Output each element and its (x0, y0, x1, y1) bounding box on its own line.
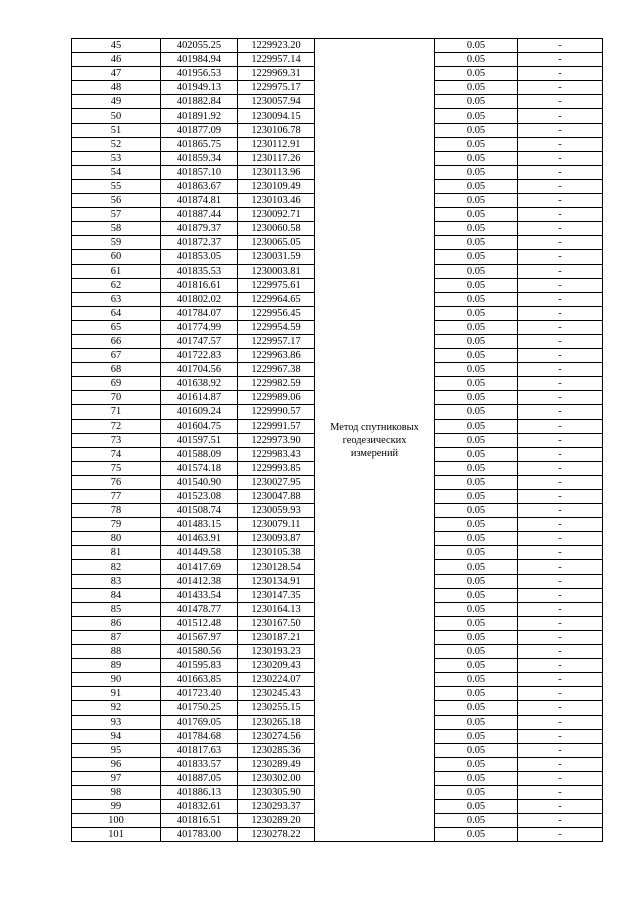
note-cell: - (518, 729, 603, 743)
accuracy-cell: 0.05 (435, 109, 518, 123)
x-coordinate-cell: 401722.83 (161, 349, 238, 363)
accuracy-cell: 0.05 (435, 814, 518, 828)
x-coordinate-cell: 401832.61 (161, 800, 238, 814)
y-coordinate-cell: 1229967.38 (238, 363, 315, 377)
x-coordinate-cell: 401877.09 (161, 123, 238, 137)
y-coordinate-cell: 1230274.56 (238, 729, 315, 743)
note-cell: - (518, 95, 603, 109)
note-cell: - (518, 292, 603, 306)
x-coordinate-cell: 401523.08 (161, 490, 238, 504)
point-number-cell: 64 (72, 306, 161, 320)
y-coordinate-cell: 1230265.18 (238, 715, 315, 729)
y-coordinate-cell: 1230289.49 (238, 757, 315, 771)
point-number-cell: 99 (72, 800, 161, 814)
note-cell: - (518, 814, 603, 828)
point-number-cell: 45 (72, 39, 161, 53)
accuracy-cell: 0.05 (435, 800, 518, 814)
y-coordinate-cell: 1229923.20 (238, 39, 315, 53)
point-number-cell: 70 (72, 391, 161, 405)
x-coordinate-cell: 401887.05 (161, 771, 238, 785)
y-coordinate-cell: 1230031.59 (238, 250, 315, 264)
y-coordinate-cell: 1230255.15 (238, 701, 315, 715)
note-cell: - (518, 250, 603, 264)
y-coordinate-cell: 1230305.90 (238, 785, 315, 799)
accuracy-cell: 0.05 (435, 560, 518, 574)
y-coordinate-cell: 1230094.15 (238, 109, 315, 123)
x-coordinate-cell: 402055.25 (161, 39, 238, 53)
note-cell: - (518, 377, 603, 391)
point-number-cell: 63 (72, 292, 161, 306)
point-number-cell: 54 (72, 165, 161, 179)
x-coordinate-cell: 401574.18 (161, 461, 238, 475)
accuracy-cell: 0.05 (435, 391, 518, 405)
y-coordinate-cell: 1229983.43 (238, 447, 315, 461)
x-coordinate-cell: 401891.92 (161, 109, 238, 123)
x-coordinate-cell: 401863.67 (161, 179, 238, 193)
accuracy-cell: 0.05 (435, 447, 518, 461)
y-coordinate-cell: 1230105.38 (238, 546, 315, 560)
note-cell: - (518, 137, 603, 151)
method-cell: Метод спутниковых геодезических измерений (315, 39, 435, 842)
y-coordinate-cell: 1229982.59 (238, 377, 315, 391)
note-cell: - (518, 701, 603, 715)
accuracy-cell: 0.05 (435, 461, 518, 475)
point-number-cell: 79 (72, 518, 161, 532)
point-number-cell: 48 (72, 81, 161, 95)
x-coordinate-cell: 401747.57 (161, 334, 238, 348)
point-number-cell: 81 (72, 546, 161, 560)
note-cell: - (518, 39, 603, 53)
accuracy-cell: 0.05 (435, 208, 518, 222)
accuracy-cell: 0.05 (435, 292, 518, 306)
note-cell: - (518, 194, 603, 208)
accuracy-cell: 0.05 (435, 588, 518, 602)
note-cell: - (518, 602, 603, 616)
note-cell: - (518, 771, 603, 785)
y-coordinate-cell: 1230109.49 (238, 179, 315, 193)
accuracy-cell: 0.05 (435, 757, 518, 771)
accuracy-cell: 0.05 (435, 715, 518, 729)
y-coordinate-cell: 1229975.61 (238, 278, 315, 292)
note-cell: - (518, 278, 603, 292)
x-coordinate-cell: 401857.10 (161, 165, 238, 179)
accuracy-cell: 0.05 (435, 250, 518, 264)
y-coordinate-cell: 1230128.54 (238, 560, 315, 574)
point-number-cell: 51 (72, 123, 161, 137)
note-cell: - (518, 560, 603, 574)
note-cell: - (518, 320, 603, 334)
point-number-cell: 96 (72, 757, 161, 771)
y-coordinate-cell: 1229964.65 (238, 292, 315, 306)
y-coordinate-cell: 1230245.43 (238, 687, 315, 701)
accuracy-cell: 0.05 (435, 645, 518, 659)
point-number-cell: 73 (72, 433, 161, 447)
y-coordinate-cell: 1229957.14 (238, 53, 315, 67)
point-number-cell: 71 (72, 405, 161, 419)
note-cell: - (518, 109, 603, 123)
x-coordinate-cell: 401478.77 (161, 602, 238, 616)
y-coordinate-cell: 1230103.46 (238, 194, 315, 208)
note-cell: - (518, 616, 603, 630)
x-coordinate-cell: 401595.83 (161, 659, 238, 673)
x-coordinate-cell: 401412.38 (161, 574, 238, 588)
point-number-cell: 52 (72, 137, 161, 151)
point-number-cell: 89 (72, 659, 161, 673)
note-cell: - (518, 165, 603, 179)
x-coordinate-cell: 401614.87 (161, 391, 238, 405)
x-coordinate-cell: 401417.69 (161, 560, 238, 574)
y-coordinate-cell: 1230059.93 (238, 504, 315, 518)
y-coordinate-cell: 1230027.95 (238, 475, 315, 489)
note-cell: - (518, 659, 603, 673)
y-coordinate-cell: 1229957.17 (238, 334, 315, 348)
accuracy-cell: 0.05 (435, 95, 518, 109)
note-cell: - (518, 123, 603, 137)
y-coordinate-cell: 1230289.20 (238, 814, 315, 828)
x-coordinate-cell: 401512.48 (161, 616, 238, 630)
x-coordinate-cell: 401609.24 (161, 405, 238, 419)
note-cell: - (518, 405, 603, 419)
point-number-cell: 86 (72, 616, 161, 630)
x-coordinate-cell: 401816.61 (161, 278, 238, 292)
x-coordinate-cell: 401508.74 (161, 504, 238, 518)
point-number-cell: 62 (72, 278, 161, 292)
accuracy-cell: 0.05 (435, 179, 518, 193)
accuracy-cell: 0.05 (435, 602, 518, 616)
point-number-cell: 61 (72, 264, 161, 278)
y-coordinate-cell: 1230147.35 (238, 588, 315, 602)
y-coordinate-cell: 1230164.13 (238, 602, 315, 616)
note-cell: - (518, 67, 603, 81)
point-number-cell: 69 (72, 377, 161, 391)
point-number-cell: 82 (72, 560, 161, 574)
x-coordinate-cell: 401802.02 (161, 292, 238, 306)
accuracy-cell: 0.05 (435, 165, 518, 179)
x-coordinate-cell: 401784.07 (161, 306, 238, 320)
y-coordinate-cell: 1229969.31 (238, 67, 315, 81)
x-coordinate-cell: 401859.34 (161, 151, 238, 165)
note-cell: - (518, 447, 603, 461)
accuracy-cell: 0.05 (435, 194, 518, 208)
accuracy-cell: 0.05 (435, 785, 518, 799)
note-cell: - (518, 546, 603, 560)
note-cell: - (518, 475, 603, 489)
x-coordinate-cell: 401723.40 (161, 687, 238, 701)
note-cell: - (518, 419, 603, 433)
y-coordinate-cell: 1230079.11 (238, 518, 315, 532)
point-number-cell: 72 (72, 419, 161, 433)
point-number-cell: 92 (72, 701, 161, 715)
point-number-cell: 46 (72, 53, 161, 67)
x-coordinate-cell: 401956.53 (161, 67, 238, 81)
x-coordinate-cell: 401833.57 (161, 757, 238, 771)
x-coordinate-cell: 401433.54 (161, 588, 238, 602)
accuracy-cell: 0.05 (435, 659, 518, 673)
note-cell: - (518, 306, 603, 320)
note-cell: - (518, 264, 603, 278)
accuracy-cell: 0.05 (435, 743, 518, 757)
point-number-cell: 60 (72, 250, 161, 264)
note-cell: - (518, 334, 603, 348)
accuracy-cell: 0.05 (435, 363, 518, 377)
accuracy-cell: 0.05 (435, 39, 518, 53)
x-coordinate-cell: 401816.51 (161, 814, 238, 828)
y-coordinate-cell: 1229993.85 (238, 461, 315, 475)
y-coordinate-cell: 1230092.71 (238, 208, 315, 222)
accuracy-cell: 0.05 (435, 630, 518, 644)
accuracy-cell: 0.05 (435, 490, 518, 504)
x-coordinate-cell: 401865.75 (161, 137, 238, 151)
x-coordinate-cell: 401769.05 (161, 715, 238, 729)
accuracy-cell: 0.05 (435, 306, 518, 320)
x-coordinate-cell: 401886.13 (161, 785, 238, 799)
note-cell: - (518, 433, 603, 447)
note-cell: - (518, 363, 603, 377)
note-cell: - (518, 179, 603, 193)
y-coordinate-cell: 1230106.78 (238, 123, 315, 137)
x-coordinate-cell: 401984.94 (161, 53, 238, 67)
note-cell: - (518, 785, 603, 799)
note-cell: - (518, 673, 603, 687)
x-coordinate-cell: 401567.97 (161, 630, 238, 644)
note-cell: - (518, 800, 603, 814)
accuracy-cell: 0.05 (435, 334, 518, 348)
accuracy-cell: 0.05 (435, 771, 518, 785)
accuracy-cell: 0.05 (435, 729, 518, 743)
x-coordinate-cell: 401638.92 (161, 377, 238, 391)
x-coordinate-cell: 401817.63 (161, 743, 238, 757)
point-number-cell: 94 (72, 729, 161, 743)
point-number-cell: 77 (72, 490, 161, 504)
accuracy-cell: 0.05 (435, 278, 518, 292)
accuracy-cell: 0.05 (435, 673, 518, 687)
y-coordinate-cell: 1230003.81 (238, 264, 315, 278)
y-coordinate-cell: 1230278.22 (238, 828, 315, 842)
x-coordinate-cell: 401874.81 (161, 194, 238, 208)
y-coordinate-cell: 1230187.21 (238, 630, 315, 644)
point-number-cell: 47 (72, 67, 161, 81)
x-coordinate-cell: 401663.85 (161, 673, 238, 687)
y-coordinate-cell: 1230134.91 (238, 574, 315, 588)
accuracy-cell: 0.05 (435, 687, 518, 701)
accuracy-cell: 0.05 (435, 701, 518, 715)
table-row (72, 39, 603, 53)
y-coordinate-cell: 1230193.23 (238, 645, 315, 659)
point-number-cell: 78 (72, 504, 161, 518)
y-coordinate-cell: 1229973.90 (238, 433, 315, 447)
accuracy-cell: 0.05 (435, 828, 518, 842)
accuracy-cell: 0.05 (435, 236, 518, 250)
x-coordinate-cell: 401882.84 (161, 95, 238, 109)
point-number-cell: 91 (72, 687, 161, 701)
note-cell: - (518, 743, 603, 757)
point-number-cell: 53 (72, 151, 161, 165)
accuracy-cell: 0.05 (435, 574, 518, 588)
y-coordinate-cell: 1230209.43 (238, 659, 315, 673)
x-coordinate-cell: 401750.25 (161, 701, 238, 715)
point-number-cell: 75 (72, 461, 161, 475)
note-cell: - (518, 574, 603, 588)
note-cell: - (518, 236, 603, 250)
accuracy-cell: 0.05 (435, 151, 518, 165)
y-coordinate-cell: 1230224.07 (238, 673, 315, 687)
y-coordinate-cell: 1230065.05 (238, 236, 315, 250)
point-number-cell: 85 (72, 602, 161, 616)
accuracy-cell: 0.05 (435, 137, 518, 151)
x-coordinate-cell: 401604.75 (161, 419, 238, 433)
accuracy-cell: 0.05 (435, 349, 518, 363)
x-coordinate-cell: 401704.56 (161, 363, 238, 377)
x-coordinate-cell: 401449.58 (161, 546, 238, 560)
y-coordinate-cell: 1230302.00 (238, 771, 315, 785)
accuracy-cell: 0.05 (435, 475, 518, 489)
accuracy-cell: 0.05 (435, 123, 518, 137)
point-number-cell: 56 (72, 194, 161, 208)
accuracy-cell: 0.05 (435, 264, 518, 278)
x-coordinate-cell: 401774.99 (161, 320, 238, 334)
point-number-cell: 55 (72, 179, 161, 193)
y-coordinate-cell: 1230293.37 (238, 800, 315, 814)
coordinates-table (71, 38, 603, 842)
y-coordinate-cell: 1230112.91 (238, 137, 315, 151)
x-coordinate-cell: 401483.15 (161, 518, 238, 532)
point-number-cell: 101 (72, 828, 161, 842)
x-coordinate-cell: 401597.51 (161, 433, 238, 447)
point-number-cell: 90 (72, 673, 161, 687)
accuracy-cell: 0.05 (435, 53, 518, 67)
note-cell: - (518, 490, 603, 504)
y-coordinate-cell: 1230285.36 (238, 743, 315, 757)
y-coordinate-cell: 1230093.87 (238, 532, 315, 546)
note-cell: - (518, 518, 603, 532)
point-number-cell: 49 (72, 95, 161, 109)
note-cell: - (518, 532, 603, 546)
point-number-cell: 66 (72, 334, 161, 348)
point-number-cell: 83 (72, 574, 161, 588)
point-number-cell: 59 (72, 236, 161, 250)
accuracy-cell: 0.05 (435, 81, 518, 95)
x-coordinate-cell: 401463.91 (161, 532, 238, 546)
accuracy-cell: 0.05 (435, 222, 518, 236)
x-coordinate-cell: 401588.09 (161, 447, 238, 461)
accuracy-cell: 0.05 (435, 518, 518, 532)
x-coordinate-cell: 401872.37 (161, 236, 238, 250)
y-coordinate-cell: 1230060.58 (238, 222, 315, 236)
accuracy-cell: 0.05 (435, 419, 518, 433)
point-number-cell: 97 (72, 771, 161, 785)
accuracy-cell: 0.05 (435, 320, 518, 334)
x-coordinate-cell: 401540.90 (161, 475, 238, 489)
x-coordinate-cell: 401580.56 (161, 645, 238, 659)
note-cell: - (518, 222, 603, 236)
y-coordinate-cell: 1229989.06 (238, 391, 315, 405)
y-coordinate-cell: 1229956.45 (238, 306, 315, 320)
point-number-cell: 80 (72, 532, 161, 546)
y-coordinate-cell: 1230057.94 (238, 95, 315, 109)
y-coordinate-cell: 1229963.86 (238, 349, 315, 363)
point-number-cell: 65 (72, 320, 161, 334)
point-number-cell: 87 (72, 630, 161, 644)
note-cell: - (518, 208, 603, 222)
x-coordinate-cell: 401784.68 (161, 729, 238, 743)
note-cell: - (518, 81, 603, 95)
note-cell: - (518, 391, 603, 405)
note-cell: - (518, 151, 603, 165)
y-coordinate-cell: 1229991.57 (238, 419, 315, 433)
x-coordinate-cell: 401879.37 (161, 222, 238, 236)
point-number-cell: 57 (72, 208, 161, 222)
note-cell: - (518, 687, 603, 701)
point-number-cell: 50 (72, 109, 161, 123)
y-coordinate-cell: 1230113.96 (238, 165, 315, 179)
y-coordinate-cell: 1229954.59 (238, 320, 315, 334)
y-coordinate-cell: 1230167.50 (238, 616, 315, 630)
accuracy-cell: 0.05 (435, 616, 518, 630)
note-cell: - (518, 349, 603, 363)
point-number-cell: 88 (72, 645, 161, 659)
x-coordinate-cell: 401783.00 (161, 828, 238, 842)
point-number-cell: 74 (72, 447, 161, 461)
accuracy-cell: 0.05 (435, 546, 518, 560)
accuracy-cell: 0.05 (435, 433, 518, 447)
y-coordinate-cell: 1230047.88 (238, 490, 315, 504)
point-number-cell: 93 (72, 715, 161, 729)
point-number-cell: 76 (72, 475, 161, 489)
accuracy-cell: 0.05 (435, 67, 518, 81)
point-number-cell: 68 (72, 363, 161, 377)
note-cell: - (518, 588, 603, 602)
point-number-cell: 100 (72, 814, 161, 828)
point-number-cell: 58 (72, 222, 161, 236)
x-coordinate-cell: 401853.05 (161, 250, 238, 264)
point-number-cell: 84 (72, 588, 161, 602)
y-coordinate-cell: 1229975.17 (238, 81, 315, 95)
x-coordinate-cell: 401887.44 (161, 208, 238, 222)
note-cell: - (518, 630, 603, 644)
note-cell: - (518, 461, 603, 475)
y-coordinate-cell: 1229990.57 (238, 405, 315, 419)
note-cell: - (518, 757, 603, 771)
accuracy-cell: 0.05 (435, 377, 518, 391)
accuracy-cell: 0.05 (435, 504, 518, 518)
note-cell: - (518, 53, 603, 67)
x-coordinate-cell: 401949.13 (161, 81, 238, 95)
point-number-cell: 67 (72, 349, 161, 363)
y-coordinate-cell: 1230117.26 (238, 151, 315, 165)
note-cell: - (518, 715, 603, 729)
note-cell: - (518, 645, 603, 659)
point-number-cell: 98 (72, 785, 161, 799)
x-coordinate-cell: 401835.53 (161, 264, 238, 278)
accuracy-cell: 0.05 (435, 532, 518, 546)
point-number-cell: 95 (72, 743, 161, 757)
note-cell: - (518, 504, 603, 518)
accuracy-cell: 0.05 (435, 405, 518, 419)
note-cell: - (518, 828, 603, 842)
coordinates-table-body (72, 39, 603, 842)
